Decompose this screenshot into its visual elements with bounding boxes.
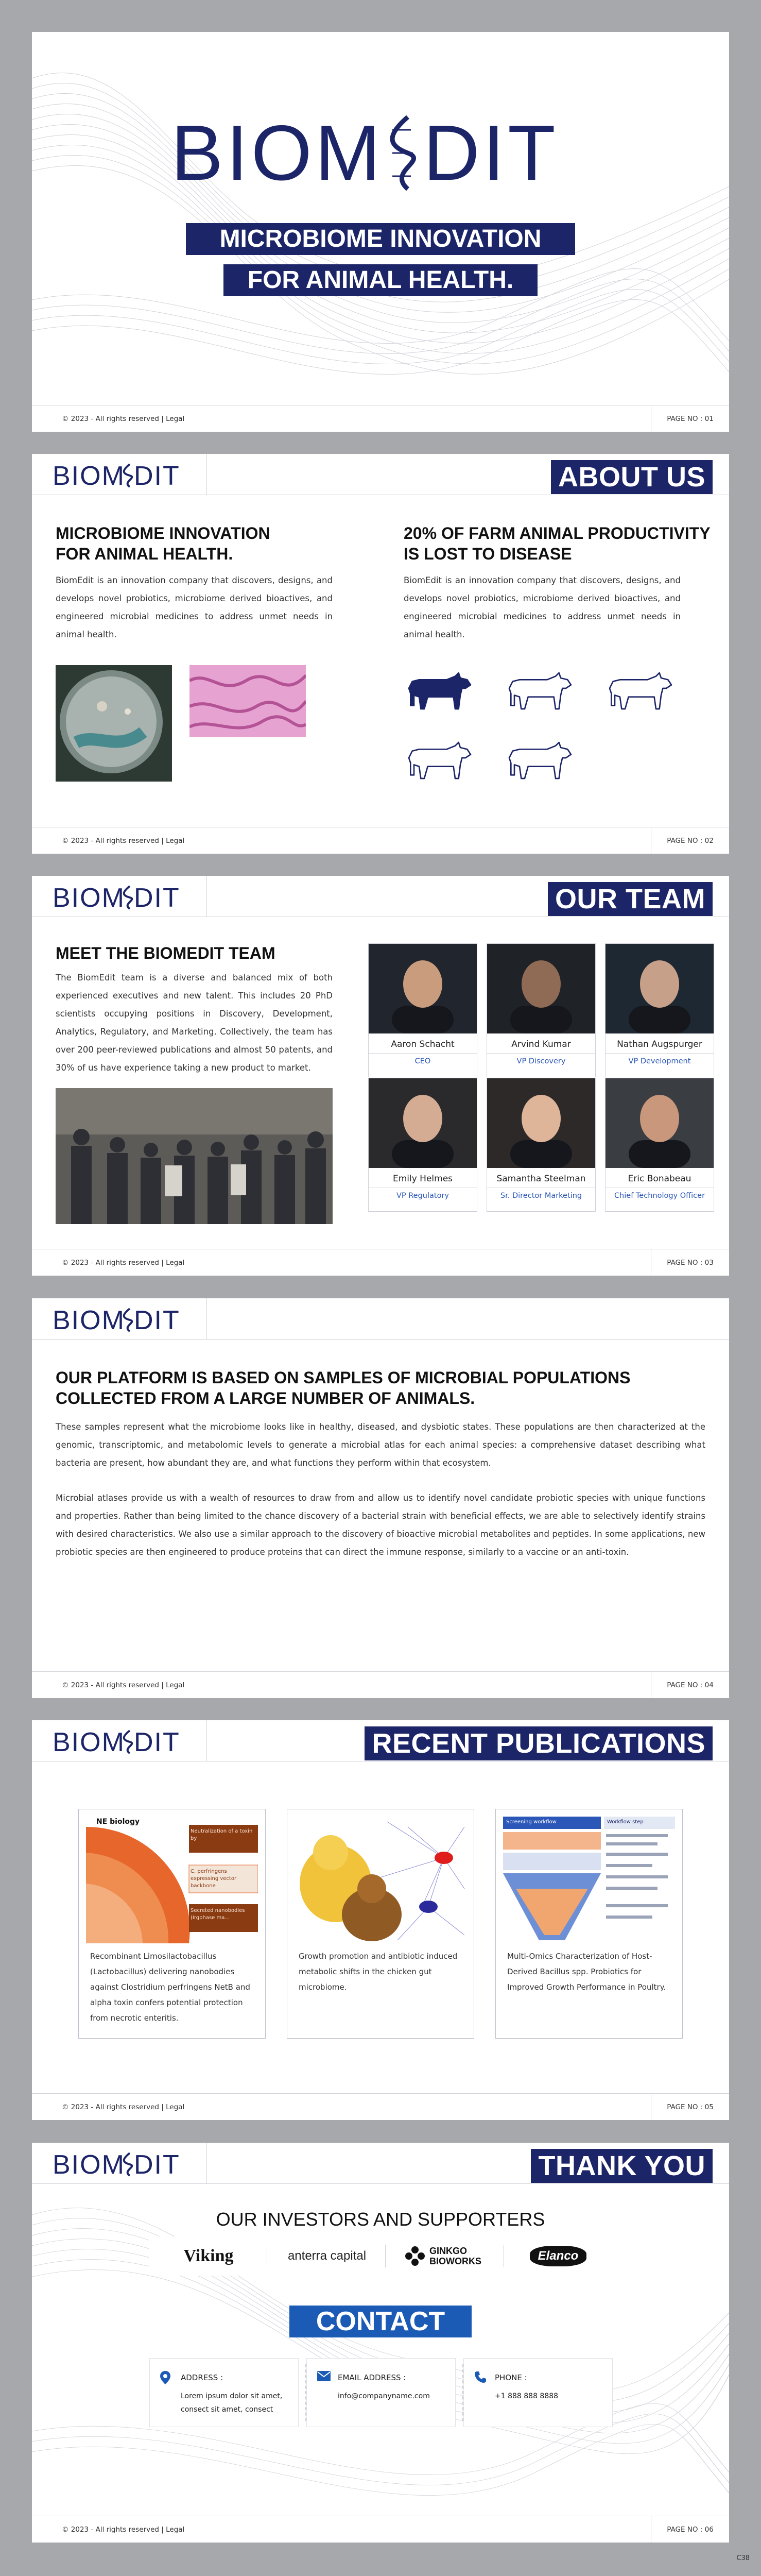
section-badge: OUR TEAM <box>548 882 713 916</box>
about-left-body: BiomEdit is an innovation company that discovers, designs, and develops novel probiotics, microbiome derived bioactives, and engineered microbial medicines to address unmet needs in animal health. <box>56 575 333 639</box>
publication-figure <box>503 1817 675 1943</box>
figure-label: C. perfringens expressing vector backbone <box>191 1869 237 1889</box>
petri-dish-image <box>56 665 172 782</box>
footer <box>32 827 729 854</box>
team-member-name: Aaron Schacht <box>391 1039 455 1049</box>
figure-label: Workflow step <box>607 1819 644 1825</box>
publication-caption: Recombinant Limosilactobacillus (Lactobacillus) delivering nanobodies against Clostridium perfringens NetB and alpha toxin confers potential protection from necrotic enteritis. <box>90 1952 250 2023</box>
platform-paragraph-2: Microbial atlases provide us with a wealth of resources to draw from and allow us to identify novel candidate probiotic species with unique functions and properties. Rather than being limited to the chance discovery of a bacterial strain with beneficial effects, we are able to selectively identify strains with desired characteristics. We also use a similar approach to the discovery of bioactive microbial metabolites and peptides. In some applications, new probiotic species are then engineered to produce proteins that can direct the immune response, similarly to a vaccine or an anti-toxin. <box>56 1493 705 1557</box>
cow-icon-outline <box>604 665 677 717</box>
svg-text:DIT: DIT <box>134 1728 180 1754</box>
platform-title-line1: OUR PLATFORM IS BASED ON SAMPLES OF MICROBIAL POPULATIONS <box>56 1368 631 1387</box>
svg-text:DIT: DIT <box>134 1307 180 1332</box>
team-member-role: CEO <box>414 1057 431 1065</box>
publication-caption: Growth promotion and antibiotic induced metabolic shifts in the chicken gut microbiome. <box>299 1952 458 1992</box>
team-member-photo <box>606 1078 714 1168</box>
cover-tagline-1: MICROBIOME INNOVATION <box>186 223 575 255</box>
biomedit-logo-icon <box>53 884 186 910</box>
figure-title: NE biology <box>96 1818 140 1826</box>
slide-thank-you <box>32 2143 729 2543</box>
ginkgo-flower-icon <box>405 2246 425 2266</box>
about-left-title-line1: MICROBIOME INNOVATION <box>56 524 270 543</box>
biomedit-logo-icon <box>53 462 186 488</box>
elanco-logo-text: Elanco <box>530 2246 587 2266</box>
team-member-name: Arvind Kumar <box>511 1039 571 1049</box>
team-member-role: VP Regulatory <box>396 1192 449 1200</box>
corner-code: C38 <box>736 2554 750 2562</box>
about-right-title-line2: IS LOST TO DISEASE <box>404 545 572 563</box>
slide-publications <box>32 1720 729 2120</box>
header-logo <box>32 1720 207 1761</box>
cow-icon-filled <box>404 665 476 717</box>
publication-caption: Multi-Omics Characterization of Host-Derived Bacillus spp. Probiotics for Improved Growth Performance in Poultry. <box>507 1952 666 1992</box>
screening-workflow-diagram <box>503 1817 675 1943</box>
footer <box>32 1671 729 1698</box>
publication-figure <box>86 1817 258 1943</box>
team-member-name: Samantha Steelman <box>496 1174 586 1184</box>
footer <box>32 405 729 432</box>
investor-logo-anterra[interactable] <box>268 2236 386 2276</box>
team-member-role: VP Development <box>628 1057 691 1065</box>
team-member-role: VP Discovery <box>516 1057 566 1065</box>
platform-title <box>56 1367 630 1409</box>
svg-text:DIT: DIT <box>134 462 180 488</box>
ginkgo-logo-text: GINKGO BIOWORKS <box>429 2246 481 2266</box>
envelope-icon <box>317 2371 331 2381</box>
cow-icon-outline <box>404 735 476 786</box>
contact-email-label: EMAIL ADDRESS : <box>338 2373 406 2382</box>
team-member-card <box>368 943 477 1077</box>
section-badge: RECENT PUBLICATIONS <box>365 1726 713 1760</box>
divider <box>369 1053 477 1054</box>
figure-label: Screening workflow <box>506 1819 557 1825</box>
team-member-name: Eric Bonabeau <box>628 1174 691 1184</box>
contact-address <box>149 2358 299 2427</box>
svg-text:DIT: DIT <box>134 884 180 910</box>
team-member-card <box>368 1078 477 1212</box>
svg-text:BIOM: BIOM <box>53 1307 125 1332</box>
section-badge: THANK YOU <box>531 2149 713 2183</box>
platform-title-line2: COLLECTED FROM A LARGE NUMBER OF ANIMALS. <box>56 1389 475 1408</box>
team-member-card <box>605 1078 714 1212</box>
biomedit-logo-icon <box>53 1307 186 1332</box>
publication-figure <box>295 1817 466 1943</box>
team-member-name: Emily Helmes <box>392 1174 453 1184</box>
footer <box>32 2516 729 2543</box>
about-right-body: BiomEdit is an innovation company that discovers, designs, and develops novel probiotics, microbiome derived bioactives, and engineered microbial medicines to address unmet needs in animal health. <box>404 575 681 639</box>
svg-text:BIOM: BIOM <box>53 884 125 910</box>
figure-label: Secreted nanobodies (Irgphase ma... <box>191 1908 245 1921</box>
team-body: The BiomEdit team is a diverse and balanced mix of both experienced executives and new talent. This includes 20 PhD scientists occupying positions in Discovery, Development, Analytics, Regulatory, and Marketing. Collectively, the team has over 200 peer-reviewed publications and almost 50 patents, and 30% of us have experience taking a new product to market. <box>56 973 333 1073</box>
phone-icon <box>474 2371 487 2383</box>
slide-about <box>32 454 729 854</box>
team-title: MEET THE BIOMEDIT TEAM <box>56 944 275 962</box>
cow-icon-grid <box>404 665 692 794</box>
slide-header <box>32 1720 729 1761</box>
investor-logo-ginkgo[interactable] <box>386 2236 505 2276</box>
about-left-title-line2: FOR ANIMAL HEALTH. <box>56 545 233 563</box>
dna-e-icon <box>377 114 421 192</box>
svg-text:DIT: DIT <box>134 2151 180 2177</box>
slide-cover <box>32 32 729 432</box>
page-number: PAGE NO : 01 <box>651 405 729 432</box>
team-member-card <box>487 943 596 1077</box>
chick-network-image <box>295 1817 466 1943</box>
footer-copyright[interactable]: © 2023 - All rights reserved | Legal <box>62 2525 185 2534</box>
team-member-name: Nathan Augspurger <box>617 1039 702 1049</box>
svg-text:BIOM: BIOM <box>53 1728 125 1754</box>
cover-logo <box>171 109 583 197</box>
about-left-title <box>56 523 270 564</box>
cover-tagline-2: FOR ANIMAL HEALTH. <box>223 264 538 296</box>
location-pin-icon <box>160 2371 170 2384</box>
biomedit-logo-icon <box>53 1728 186 1754</box>
slide-header <box>32 2143 729 2184</box>
investors-title: OUR INVESTORS AND SUPPORTERS <box>216 2209 545 2230</box>
header-logo <box>32 1298 207 1340</box>
publication-card[interactable] <box>78 1809 266 2039</box>
footer <box>32 2093 729 2120</box>
team-member-photo <box>369 1078 477 1168</box>
logo-text-right: DIT <box>423 109 559 197</box>
biomedit-logo-icon <box>53 2151 186 2177</box>
anterra-logo-text: anterra capital <box>287 2249 367 2263</box>
footer-copyright[interactable]: © 2023 - All rights reserved | Legal <box>62 2103 185 2111</box>
team-member-photo <box>487 1078 595 1168</box>
svg-text:BIOM: BIOM <box>53 462 125 488</box>
header-logo <box>32 2143 207 2184</box>
divider <box>385 2245 386 2267</box>
publication-card[interactable] <box>287 1809 474 2039</box>
page-number: PAGE NO : 05 <box>651 2094 729 2120</box>
footer-copyright[interactable]: © 2023 - All rights reserved | Legal <box>62 836 185 845</box>
team-member-role: Sr. Director Marketing <box>500 1192 582 1200</box>
viking-logo-text: Viking <box>183 2246 234 2265</box>
contact-phone-value[interactable]: +1 888 888 8888 <box>495 2392 559 2400</box>
investor-logo-elanco[interactable] <box>505 2236 612 2276</box>
about-right-title-line1: 20% OF FARM ANIMAL PRODUCTIVITY <box>404 524 711 543</box>
contact-email-value[interactable]: info@companyname.com <box>338 2392 430 2400</box>
contact-phone[interactable] <box>463 2358 613 2427</box>
svg-text:BIOM: BIOM <box>53 2151 125 2177</box>
team-member-role: Chief Technology Officer <box>614 1192 705 1200</box>
slide-team <box>32 876 729 1276</box>
cow-icon-outline <box>504 735 576 786</box>
logo-text-left: BIOM <box>171 109 384 197</box>
team-member-card <box>487 1078 596 1212</box>
team-member-photo <box>369 944 477 1033</box>
footer-copyright[interactable]: © 2023 - All rights reserved | Legal <box>62 1258 185 1267</box>
team-group-photo <box>56 1088 333 1224</box>
about-right-title <box>404 523 711 564</box>
page-number: PAGE NO : 03 <box>651 1249 729 1276</box>
header-logo <box>32 876 207 917</box>
contact-address-label: ADDRESS : <box>181 2373 223 2382</box>
slide-header <box>32 876 729 917</box>
page-number: PAGE NO : 06 <box>651 2516 729 2543</box>
contact-title: CONTACT <box>289 2306 472 2337</box>
publication-card[interactable] <box>495 1809 683 2039</box>
contact-email[interactable] <box>306 2358 456 2427</box>
page-number: PAGE NO : 02 <box>651 827 729 854</box>
slide-platform <box>32 1298 729 1698</box>
footer <box>32 1249 729 1276</box>
slide-header <box>32 1298 729 1340</box>
wave-lines-decoration <box>32 2143 729 2543</box>
page-number: PAGE NO : 04 <box>651 1672 729 1698</box>
team-member-card <box>605 943 714 1077</box>
section-badge: ABOUT US <box>551 460 713 494</box>
divider <box>487 1053 595 1054</box>
header-logo <box>32 454 207 495</box>
team-member-photo <box>606 944 714 1033</box>
investor-logo-viking[interactable] <box>149 2236 268 2276</box>
divider <box>606 1053 714 1054</box>
platform-paragraph-1: These samples represent what the microbiome looks like in healthy, diseased, and dysbiotic states. These populations are then characterized at the genomic, transcriptomic, and metabolomic levels to generate a microbial atlas for each animal species: a comprehensive dataset describing what bacteria are present, how abundant they are, and what functions they perform within that ecosystem. <box>56 1422 705 1468</box>
contact-address-value: Lorem ipsum dolor sit amet, consect sit amet, consect <box>181 2392 283 2414</box>
cow-icon-outline <box>504 665 576 717</box>
footer-copyright[interactable]: © 2023 - All rights reserved | Legal <box>62 1681 185 1689</box>
footer-copyright[interactable]: © 2023 - All rights reserved | Legal <box>62 414 185 423</box>
tissue-micrograph-image <box>189 665 306 737</box>
team-member-photo <box>487 944 595 1033</box>
contact-phone-label: PHONE : <box>495 2373 527 2382</box>
figure-label: Neutralization of a toxin by <box>191 1828 253 1841</box>
slide-header <box>32 454 729 495</box>
